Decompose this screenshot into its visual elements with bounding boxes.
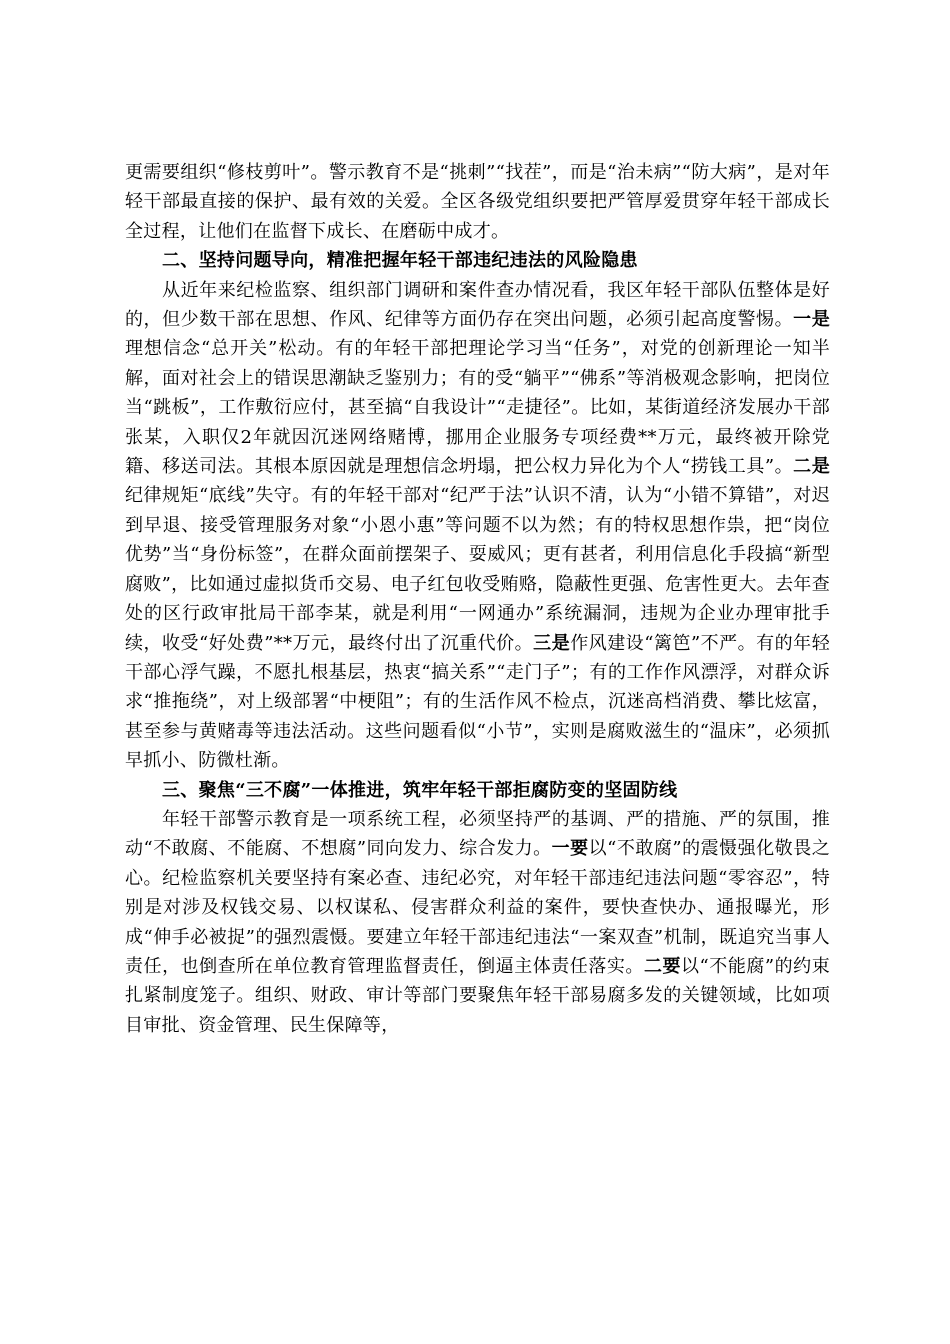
emphasis-label: 一要 [551, 838, 589, 860]
emphasis-label: 三是 [533, 632, 571, 654]
paragraph-text: 作风建设“篱笆”不严。有的年轻干部心浮气躁，不愿扎根基层，热衷“搞关系”“走门子”；有的工作作风漂浮，对群众诉求“推拖绕”，对上级部署“中梗阻”；有的生活作风不检点，沉迷高档消费、攀比炫富，甚至参与黄赌毒等违法活动。这些问题看似“小节”，实则是腐败滋生的“温床”，必须抓早抓小、防微杜渐。 [125, 632, 830, 772]
paragraph-text: 以“不敢腐”的震慑强化敬畏之心。纪检监察机关要坚持有案必查、违纪必究，对年轻干部违纪违法问题“零容忍”，特别是对涉及权钱交易、以权谋私、侵害群众利益的案件，要快查快办、通报曝光，形成“伸手必被捉”的强烈震慑。要建立年轻干部违纪违法“一案双查”机制，既追究当事人责任，也倒查所在单位教育管理监督责任，倒逼主体责任落实。 [125, 838, 830, 977]
emphasis-label: 二是 [793, 456, 830, 478]
heading-text: 二、坚持问题导向，精准把握年轻干部违纪违法的风险隐患 [162, 250, 638, 272]
paragraph-section-3 [125, 805, 830, 1040]
emphasis-label: 二要 [643, 955, 682, 977]
paragraph-text: 年轻干部警示教育是一项系统工程，必须坚持严的基调、严的措施、严的氛围，推动“不敢腐、不能腐、不想腐”同向发力、综合发力。 [125, 808, 830, 860]
paragraph-text: 从近年来纪检监察、组织部门调研和案件查办情况看，我区年轻干部队伍整体是好的，但少数干部在思想、作风、纪律等方面仍存在突出问题，必须引起高度警惕。 [125, 279, 830, 331]
heading-text: 三、聚焦“三不腐”一体推进，筑牢年轻干部拒腐防变的坚固防线 [162, 779, 678, 801]
emphasis-label: 一是 [793, 309, 831, 331]
paragraph-text: 纪律规矩“底线”失守。有的年轻干部对“纪严于法”认识不清，认为“小错不算错”，对迟到早退、接受管理服务对象“小恩小惠”等问题不以为然；有的特权思想作祟，把“岗位优势”当“身份标签”，在群众面前摆架子、耍威风；更有甚者，利用信息化手段搞“新型腐败”，比如通过虚拟货币交易、电子红包收受贿赂，隐蔽性更强、危害性更大。去年查处的区行政审批局干部李某，就是利用“一网通办”系统漏洞，违规为企业办理审批手续，收受“好处费”**万元，最终付出了沉重代价。 [125, 485, 830, 654]
paragraph-text: 以“不能腐”的约束扎紧制度笼子。组织、财政、审计等部门要聚焦年轻干部易腐多发的关键领域，比如项目审批、资金管理、民生保障等， [125, 955, 830, 1036]
section-heading-2 [125, 246, 830, 275]
paragraph-intro [125, 158, 830, 246]
document-page [125, 158, 830, 1040]
section-heading-3 [125, 776, 830, 805]
paragraph-text: 更需要组织“修枝剪叶”。警示教育不是“挑刺”“找茬”，而是“治未病”“防大病”，是对年轻干部最直接的保护、最有效的关爱。全区各级党组织要把严管厚爱贯穿年轻干部成长全过程，让他们在监督下成长、在磨砺中成才。 [125, 162, 830, 242]
paragraph-text: 理想信念“总开关”松动。有的年轻干部把理论学习当“任务”，对党的创新理论一知半解，面对社会上的错误思潮缺乏鉴别力；有的受“躺平”“佛系”等消极观念影响，把岗位当“跳板”，工作敷衍应付，甚至搞“自我设计”“走捷径”。比如，某街道经济发展办干部张某，入职仅2年就因沉迷网络赌博，挪用企业服务专项经费**万元，最终被开除党籍、移送司法。其根本原因就是理想信念坍塌，把公权力异化为个人“捞钱工具”。 [125, 338, 830, 478]
paragraph-section-2 [125, 276, 830, 776]
